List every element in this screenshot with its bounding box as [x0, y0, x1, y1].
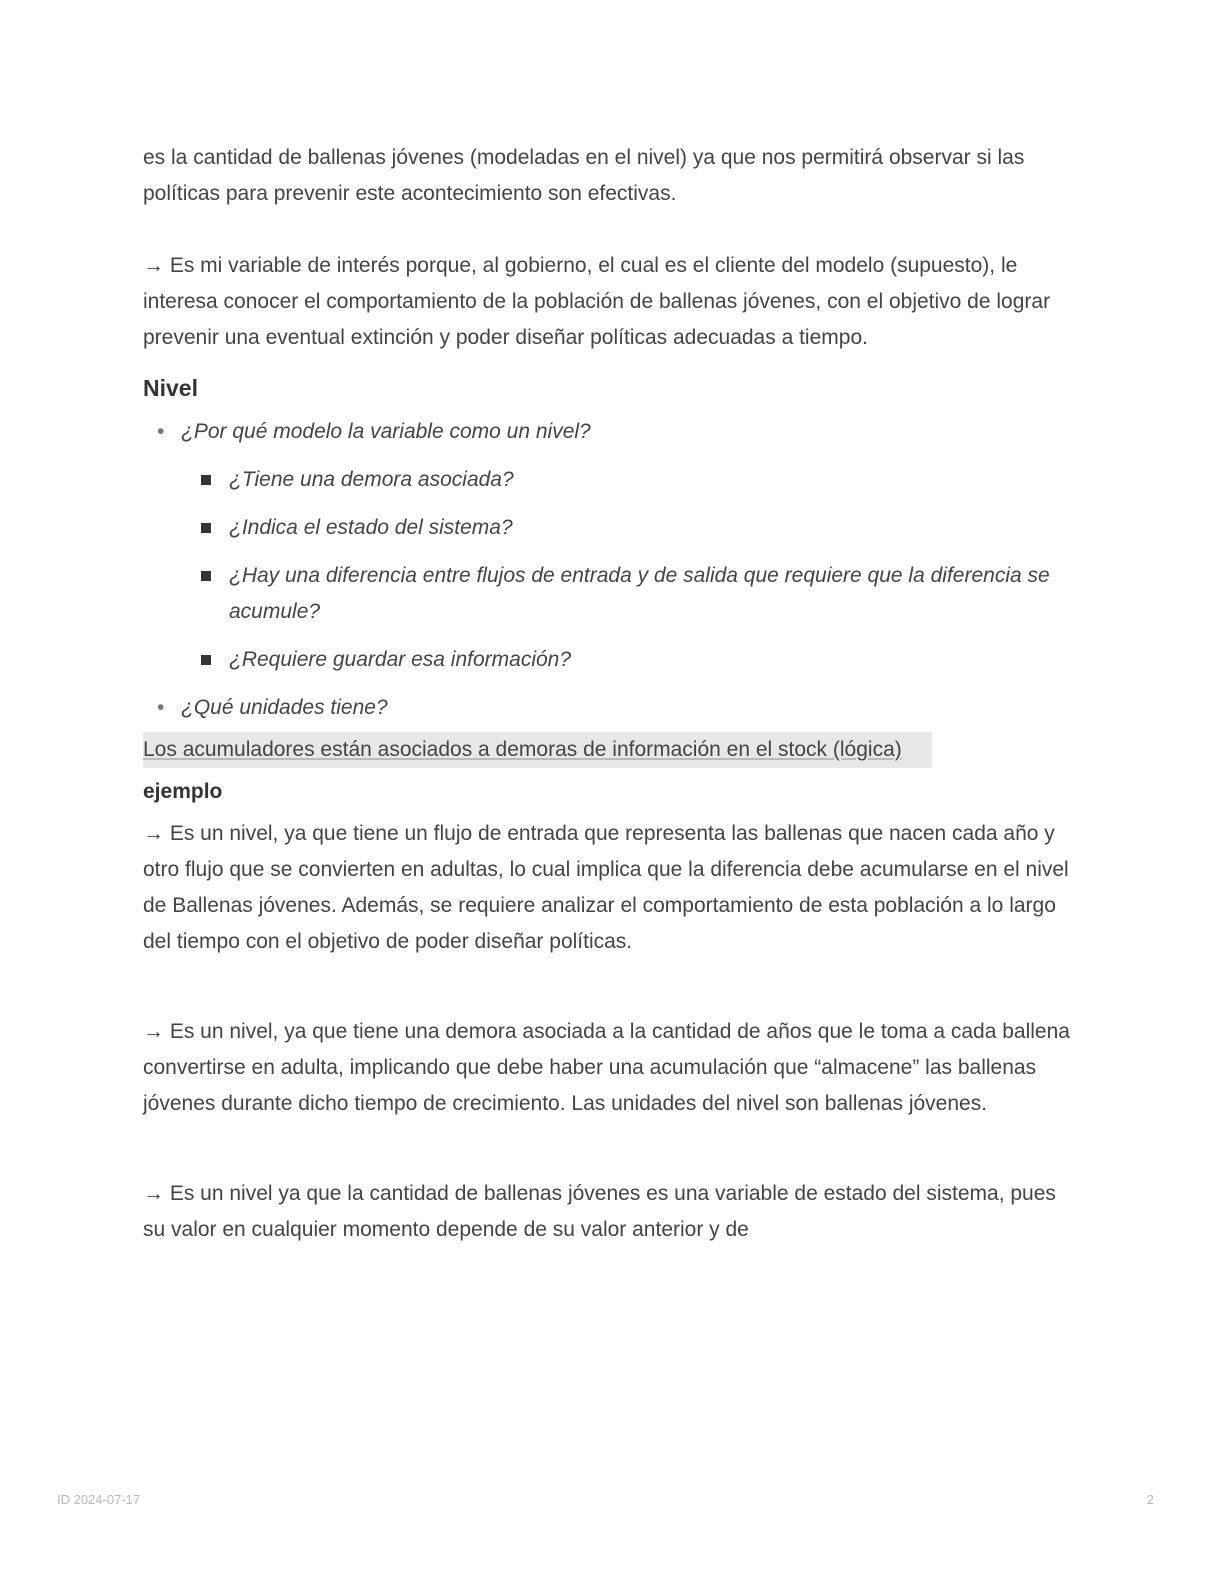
bullet-icon: •	[157, 696, 165, 719]
sub-question-text: ¿Indica el estado del sistema?	[229, 516, 513, 539]
question-item	[143, 414, 1083, 678]
bullet-icon: •	[157, 420, 165, 443]
spacer	[143, 996, 1083, 1014]
sub-question-item	[143, 642, 1083, 678]
question-item	[143, 690, 1083, 726]
sub-question-item	[143, 462, 1083, 498]
sub-question-item	[143, 558, 1083, 630]
sub-question-item	[143, 510, 1083, 546]
square-bullet-icon	[201, 655, 211, 665]
paragraph-interest-variable: → Es mi variable de interés porque, al gobierno, el cual es el cliente del modelo (supuesto), le interesa conocer el comportamiento de la población de ballenas jóvenes, con el objetivo de lograr prevenir una eventual extinción y poder diseñar políticas adecuadas a tiempo.	[143, 254, 1051, 349]
document-page	[143, 140, 1083, 1248]
section-heading-nivel: Nivel	[143, 375, 198, 401]
example-label: ejemplo	[143, 780, 223, 803]
sub-question-list	[181, 462, 1083, 678]
square-bullet-icon	[201, 523, 211, 533]
answer-paragraph-1: → Es un nivel, ya que tiene un flujo de entrada que representa las ballenas que nacen cada año y otro flujo que se convierten en adultas, lo cual implica que la diferencia debe acumularse en el nivel de Ballenas jóvenes. Además, se requiere analizar el comportamiento de esta población a lo largo del tiempo con el objetivo de poder diseñar políticas.	[143, 822, 1069, 953]
spacer	[143, 212, 1083, 248]
square-bullet-icon	[201, 475, 211, 485]
question-list	[143, 414, 1083, 726]
page-number: 2	[1146, 1492, 1154, 1507]
question-units: ¿Qué unidades tiene?	[181, 696, 388, 719]
highlight-note	[143, 732, 1083, 768]
spacer	[143, 960, 1083, 996]
spacer	[143, 1122, 1083, 1158]
sub-question-text: ¿Hay una diferencia entre flujos de entrada y de salida que requiere que la diferencia se acumule?	[229, 564, 1050, 623]
answer-paragraph-2: → Es un nivel, ya que tiene una demora asociada a la cantidad de años que le toma a cada ballena convertirse en adulta, implicando que debe haber una acumulación que “almacene” las ballenas jóvenes durante dicho tiempo de crecimiento. Las unidades del nivel son ballenas jóvenes.	[143, 1020, 1070, 1115]
highlighted-text: Los acumuladores están asociados a demoras de información en el stock (lógica)	[143, 732, 932, 768]
answer-paragraph-3: → Es un nivel ya que la cantidad de ballenas jóvenes es una variable de estado del sistema, pues su valor en cualquier momento depende de su valor anterior y de	[143, 1182, 1056, 1241]
footer-left-text: ID 2024-07-17	[57, 1492, 141, 1507]
sub-question-text: ¿Tiene una demora asociada?	[229, 468, 514, 491]
spacer	[143, 1158, 1083, 1176]
question-why-level: ¿Por qué modelo la variable como un nivel?	[181, 420, 591, 443]
sub-question-text: ¿Requiere guardar esa información?	[229, 648, 572, 671]
square-bullet-icon	[201, 571, 211, 581]
paragraph-intro: es la cantidad de ballenas jóvenes (modeladas en el nivel) ya que nos permitirá observar si las políticas para prevenir este acontecimiento son efectivas.	[143, 146, 1025, 205]
